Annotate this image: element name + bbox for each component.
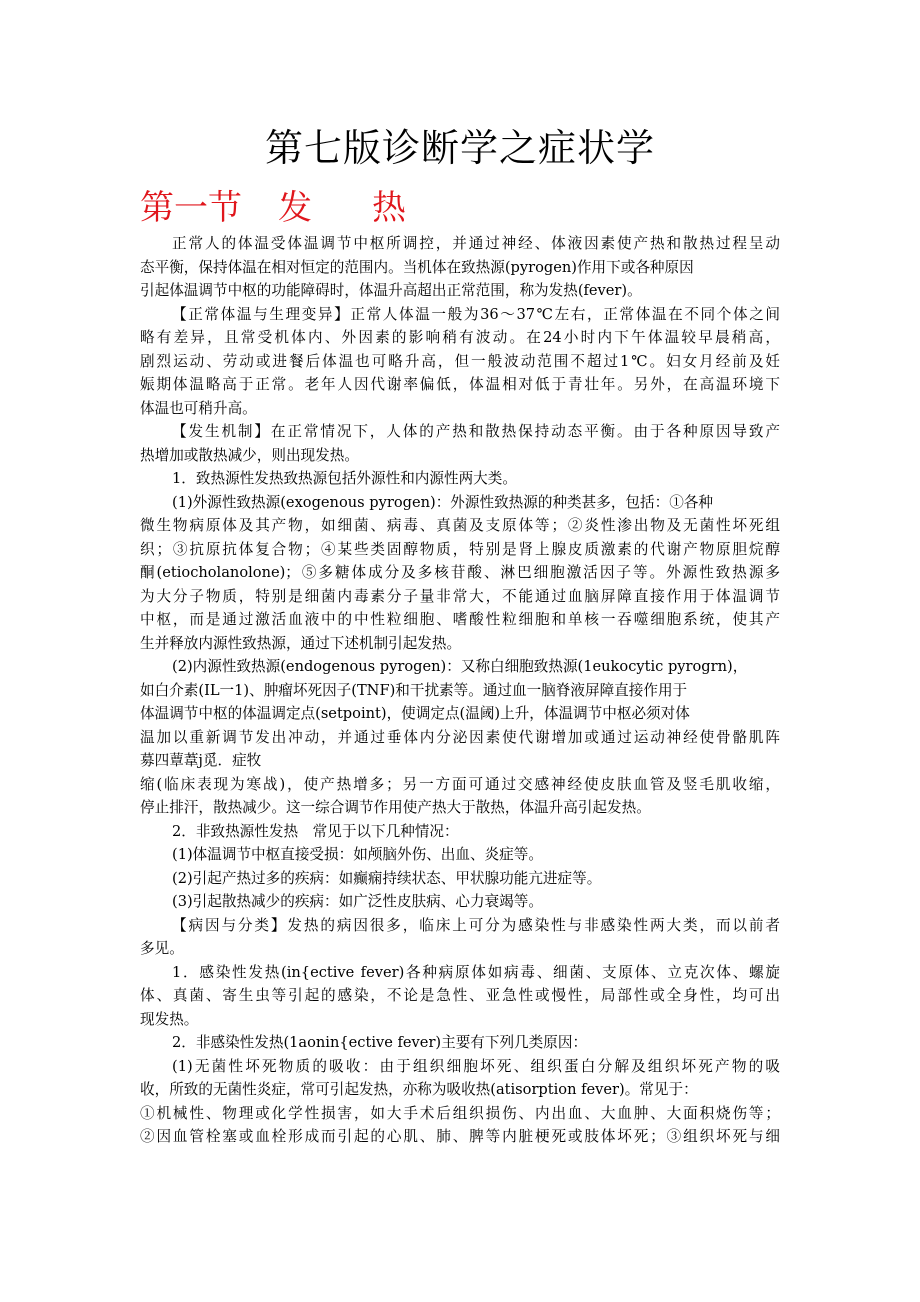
text-line: 1．感染性发热(in{ective fever)各种病原体如病毒、细菌、支原体、立克次体、螺旋 [172, 963, 780, 981]
text-line: 微生物病原体及其产物，如细菌、病毒、真菌及支原体等；②炎性渗出物及无菌性坏死组 [140, 517, 780, 534]
text-line: (2)内源性致热源(endogenous pyrogen)：又称白细胞致热源(1eukocytic pyrogrn)， [172, 658, 748, 675]
text-line: 【发生机制】在正常情况下，人体的产热和散热保持动态平衡。由于各种原因导致产 [172, 423, 780, 440]
text-line: 1．致热源性发热致热源包括外源性和内源性两大类。 [172, 470, 517, 487]
text-line: 【病因与分类】发热的病因很多，临床上可分为感染性与非感染性两大类，而以前者 [172, 916, 780, 934]
text-line: 剧烈运动、劳动或进餐后体温也可略升高，但一般波动范围不超过1℃。妇女月经前及妊 [140, 352, 780, 370]
text-line: 正常人的体温受体温调节中枢所调控，并通过神经、体液因素使产热和散热过程呈动 [172, 235, 780, 252]
section-heading [140, 186, 406, 230]
text-line: 体、真菌、寄生虫等引起的感染，不论是急性、亚急性或慢性，局部性或全身性，均可出 [140, 987, 780, 1004]
text-line: 引起体温调节中枢的功能障碍时，体温升高超出正常范围，称为发热(fever)。 [140, 282, 642, 299]
text-line: 体温调节中枢的体温调定点(setpoint)，使调定点(温阈)上升，体温调节中枢必须对体 [140, 705, 690, 722]
text-line: 【正常体温与生理变异】正常人体温一般为36～37℃左右，正常体温在不同个体之间 [172, 305, 780, 323]
text-line: 生并释放内源性致热源，通过下述机制引起发热。 [140, 634, 462, 652]
text-line: 多见。 [140, 940, 184, 957]
text-line: 织；③抗原抗体复合物；④某些类固醇物质，特别是肾上腺皮质激素的代谢产物原胆烷醇 [140, 540, 780, 558]
text-line: 中枢，而是通过激活血液中的中性粒细胞、嗜酸性粒细胞和单核一吞噬细胞系统，使其产 [140, 611, 780, 628]
text-line: 热增加或散热减少，则出现发热。 [140, 446, 359, 464]
text-line: 如白介素(IL一1)、肿瘤坏死因子(TNF)和干扰素等。通过血一脑脊液屏障直接作用于 [140, 681, 688, 699]
section-number: 第一节 [140, 188, 242, 228]
text-line: 略有差异，且常受机体内、外因素的影响稍有波动。在24小时内下午体温较早晨稍高， [140, 329, 780, 346]
text-line: ①机械性、物理或化学性损害，如大手术后组织损伤、内出血、大血肿、大面积烧伤等； [140, 1104, 780, 1122]
text-line: 体温也可稍升高。 [140, 399, 257, 417]
text-line: 现发热。 [140, 1010, 199, 1028]
text-line: (1)外源性致热源(exogenous pyrogen)：外源性致热源的种类甚多，包括：①各种 [172, 493, 713, 511]
text-line: (3)引起散热减少的疾病：如广泛性皮肤病、心力衰竭等。 [172, 893, 543, 910]
document-title: 第七版诊断学之症状学 [264, 126, 655, 170]
text-line: (2)引起产热过多的疾病：如癫痫持续状态、甲状腺功能亢进症等。 [172, 869, 602, 887]
text-line: 态平衡，保持体温在相对恒定的范围内。当机体在致热源(pyrogen)作用下或各种原因 [140, 258, 694, 276]
text-line: 酮(etiocholanolone)；⑤多糖体成分及多核苷酸、淋巴细胞激活因子等。外源性致热源多 [140, 564, 780, 581]
text-line: 2．非致热源性发热 常见于以下几种情况： [172, 822, 459, 840]
text-line: ②因血管栓塞或血栓形成而引起的心肌、肺、脾等内脏梗死或肢体坏死；③组织坏死与细 [140, 1128, 780, 1145]
section-word-2: 热 [372, 188, 406, 228]
text-line: 为大分子物质，特别是细菌内毒素分子量非常大，不能通过血脑屏障直接作用于体温调节 [140, 587, 780, 605]
document-body [140, 232, 780, 1149]
text-line: (1)无菌性坏死物质的吸收：由于组织细胞坏死、组织蛋白分解及组织坏死产物的吸 [172, 1057, 780, 1075]
text-line: 2．非感染性发热(1aonin{ective fever)主要有下列几类原因： [172, 1034, 588, 1051]
text-line: 停止排汗，散热减少。这一综合调节作用使产热大于散热，体温升高引起发热。 [140, 799, 651, 816]
text-line: 收，所致的无菌性炎症，常可引起发热，亦称为吸收热(atisorption fever)。常见于： [140, 1081, 698, 1098]
section-word-1: 发 [278, 188, 312, 228]
text-line: (1)体温调节中枢直接受损：如颅脑外伤、出血、炎症等。 [172, 846, 543, 863]
text-line: 温加以重新调节发出冲动，并通过垂体内分泌因素使代谢增加或通过运动神经使骨骼肌阵 [140, 728, 780, 746]
text-line: 募四蕈葦j觅．症牧 [140, 752, 262, 769]
text-line: 缩(临床表现为寒战)，使产热增多；另一方面可通过交感神经使皮肤血管及竖毛肌收缩， [140, 775, 780, 793]
text-line: 娠期体温略高于正常。老年人因代谢率偏低，体温相对低于青壮年。另外，在高温环境下 [140, 376, 780, 393]
